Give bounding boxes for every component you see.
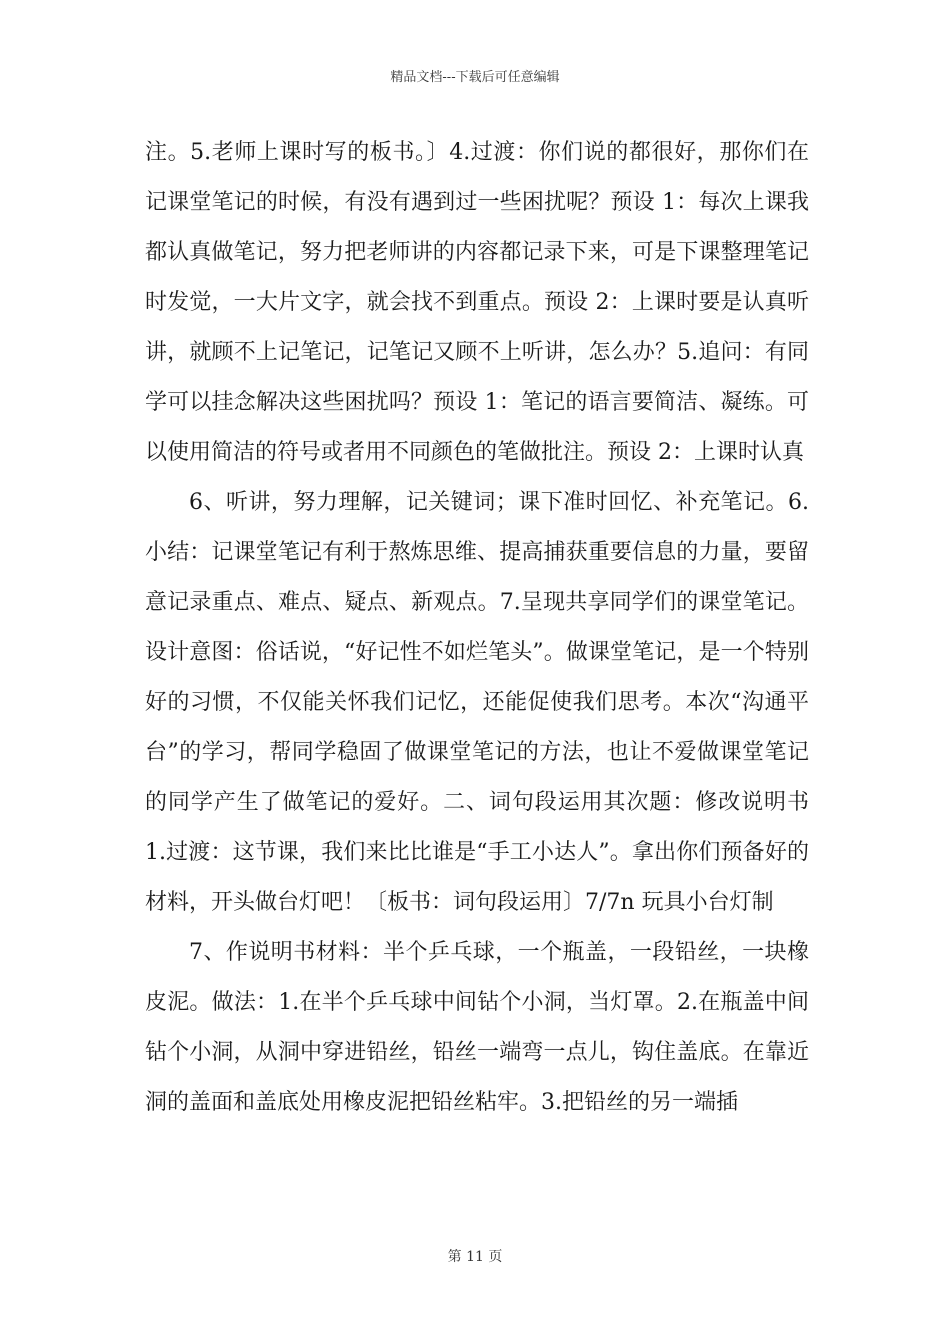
paragraph-2: 6、听讲，努力理解，记关键词；课下准时回忆、补充笔记。6.小结：记课堂笔记有利于熬炼思维、提高捕获重要信息的力量，要留意记录重点、难点、疑点、新观点。7.呈现共享同学们的课堂笔记。设计意图：俗话说，“好记性不如烂笔头”。做课堂笔记，是一个特别好的习惯，不仅能关怀我们记忆，还能促使我们思考。本次“沟通平台”的学习，帮同学稳固了做课堂笔记的方法，也让不爱做课堂笔记的同学产生了做笔记的爱好。二、词句段运用其次题：修改说明书 1.过渡：这节课，我们来比比谁是“手工小达人”。拿出你们预备好的材料，开头做台灯吧！〔板书：词句段运用〕7/7n 玩具小台灯制 (145, 490, 809, 915)
document-body (145, 128, 809, 1128)
paragraph-1: 注。5.老师上课时写的板书。〕4.过渡：你们说的都很好，那你们在记课堂笔记的时候，有没有遇到过一些困扰呢？预设 1：每次上课我都认真做笔记，努力把老师讲的内容都记录下来，可是下课整理笔记时发觉，一大片文字，就会找不到重点。预设 2：上课时要是认真听讲，就顾不上记笔记，记笔记又顾不上听讲，怎么办？5.追问：有同学可以挂念解决这些困扰吗？预设 1：笔记的语言要简洁、凝练。可以使用简洁的符号或者用不同颜色的笔做批注。预设 2：上课时认真 (145, 140, 809, 465)
page-number: 第 11 页 (447, 1249, 503, 1265)
paragraph-3: 7、作说明书材料：半个乒乓球，一个瓶盖，一段铅丝，一块橡皮泥。做法：1.在半个乒乓球中间钻个小洞，当灯罩。2.在瓶盖中间钻个小洞，从洞中穿进铅丝，铅丝一端弯一点儿，钩住盖底。在靠近洞的盖面和盖底处用橡皮泥把铅丝粘牢。3.把铅丝的另一端插 (145, 940, 809, 1115)
page-header: 精品文档---下载后可任意编辑 (390, 70, 560, 85)
